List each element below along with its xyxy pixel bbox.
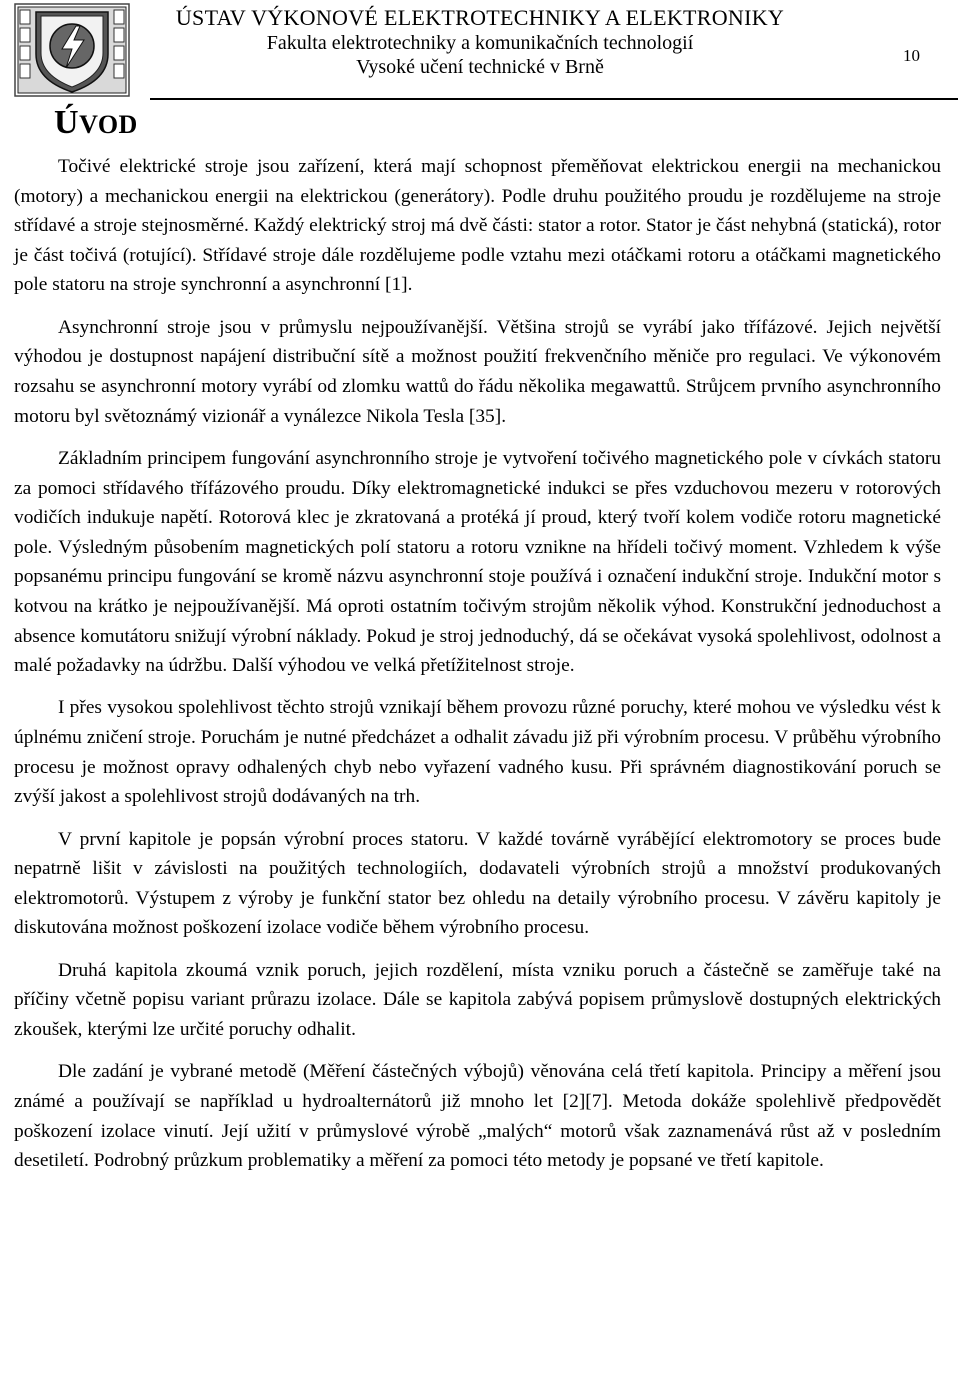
paragraph-7: Dle zadání je vybrané metodě (Měření částečných výbojů) věnována celá třetí kapitola. Principy a měření jsou známé a používají se například u hydroalternátorů již mnoho let [2][7]. Metoda dokáže spolehlivě předpovědět poškození izolace vinutí. Její užití v průmyslové výrobě „malých“ motorů však zaznamenává růst až v posledním desetiletí. Podrobný průzkum problematiky a měření za pomoci této metody je popsané ve třetí kapitole. [14,1061,941,1172]
page-header [0,0,960,100]
paragraph-1: Točivé elektrické stroje jsou zařízení, která mají schopnost přeměňovat elektrickou energii na mechanickou (motory) a mechanickou energii na elektrickou (generátory). Podle druhu použitého proudu je rozdělujeme na stroje střídavé a stroje stejnosměrné. Každý elektrický stroj má dvě části: stator a rotor. Stator je část nehybná (statická), rotor je část točivá (rotující). Střídavé stroje dále rozdělujeme podle vztahu mezi otáčkami rotoru a otáčkami magnetického pole statoru na stroje synchronní a asynchronní [1]. [14,156,941,296]
paragraph-2: Asynchronní stroje jsou v průmyslu nejpoužívanější. Většina strojů se vyrábí jako třífázové. Jejich největší výhodou je dostupnost napájení distribuční sítě a možnost použití frekvenčního měniče pro regulaci. Ve výkonovém rozsahu se asynchronní motory vyrábí od zlomku wattů do řádu několika megawattů. Strůjcem prvního asynchronního motoru byl světoznámý vizionář a vynálezce Nikola Tesla [35]. [14,316,941,427]
university-logo-icon [14,2,130,98]
paragraph-3: Základním principem fungování asynchronního stroje je vytvoření točivého magnetického pole v cívkách statoru za pomoci střídavého třífázového proudu. Díky elektromagnetické indukci se přes vzduchovou mezeru v rotorových vodičích indukuje napětí. Rotorová klec je zkratovaná a protéká jí proud, který tvoří kolem vodiče rotoru magnetické pole. Výsledným působením magnetických polí statoru a rotoru vznikne na hřídeli točivý moment. Vzhledem k výše popsanému principu fungování se kromě názvu asynchronní stoje používá i označení indukční stroje. Indukční motor s kotvou na krátko je nejpoužívanější. Má oproti ostatním točivým strojům několik výhod. Konstrukční jednoduchost a absence komutátoru snižují výrobní náklady. Pokud je stroj jednoduchý, dá se očekávat vysoká spolehlivost, odolnost a malé požadavky na údržbu. Další výhodou ve velká přetížitelnost stroje. [14,447,941,677]
section-title-rest: VOD [79,110,138,139]
header-divider [150,98,958,100]
university-name: Vysoké učení technické v Brně [356,56,604,78]
paragraph-6: Druhá kapitola zkoumá vznik poruch, jejich rozdělení, místa vzniku poruch a částečně se zaměřuje také na příčiny včetně popisu variant průrazu izolace. Dále se kapitola zabývá popisem průmyslově dostupných elektrických zkoušek, kterými lze určité poruchy odhalit. [14,959,941,1041]
page-number: 10 [903,46,920,65]
paragraph-5: V první kapitole je popsán výrobní proces statoru. V každé továrně vyrábějící elektromotory se proces bude nepatrně lišit v závislosti na použitých technologiích, dodavateli výrobních strojů a množství produkovaných elektromotorů. Výstupem z výroby je funkční stator bez ohledu na detaily výrobního procesu. V závěru kapitoly je diskutována možnost poškození izolace vodiče během výrobního procesu. [14,828,941,939]
institute-name: ÚSTAV VÝKONOVÉ ELEKTROTECHNIKY A ELEKTRONIKY [175,5,785,30]
section-title-initial: Ú [54,104,80,141]
header-text-block [150,5,810,79]
faculty-name: Fakulta elektrotechniky a komunikačních technologií [266,32,694,54]
paragraph-4: I přes vysokou spolehlivost těchto strojů vznikají během provozu různé poruchy, které mohou ve výsledku vést k úplnému zničení stroje. Poruchám je nutné předcházet a odhalit závadu již při výrobním procesu. V průběhu výrobního procesu je možnost opravy odhalených chyb nebo vyřazení vadného kusu. Při správném diagnostikování poruch se zvýší jakost a spolehlivost strojů dodávaných na trh. [14,697,941,808]
body-text [14,152,941,1176]
section-title [54,104,138,142]
